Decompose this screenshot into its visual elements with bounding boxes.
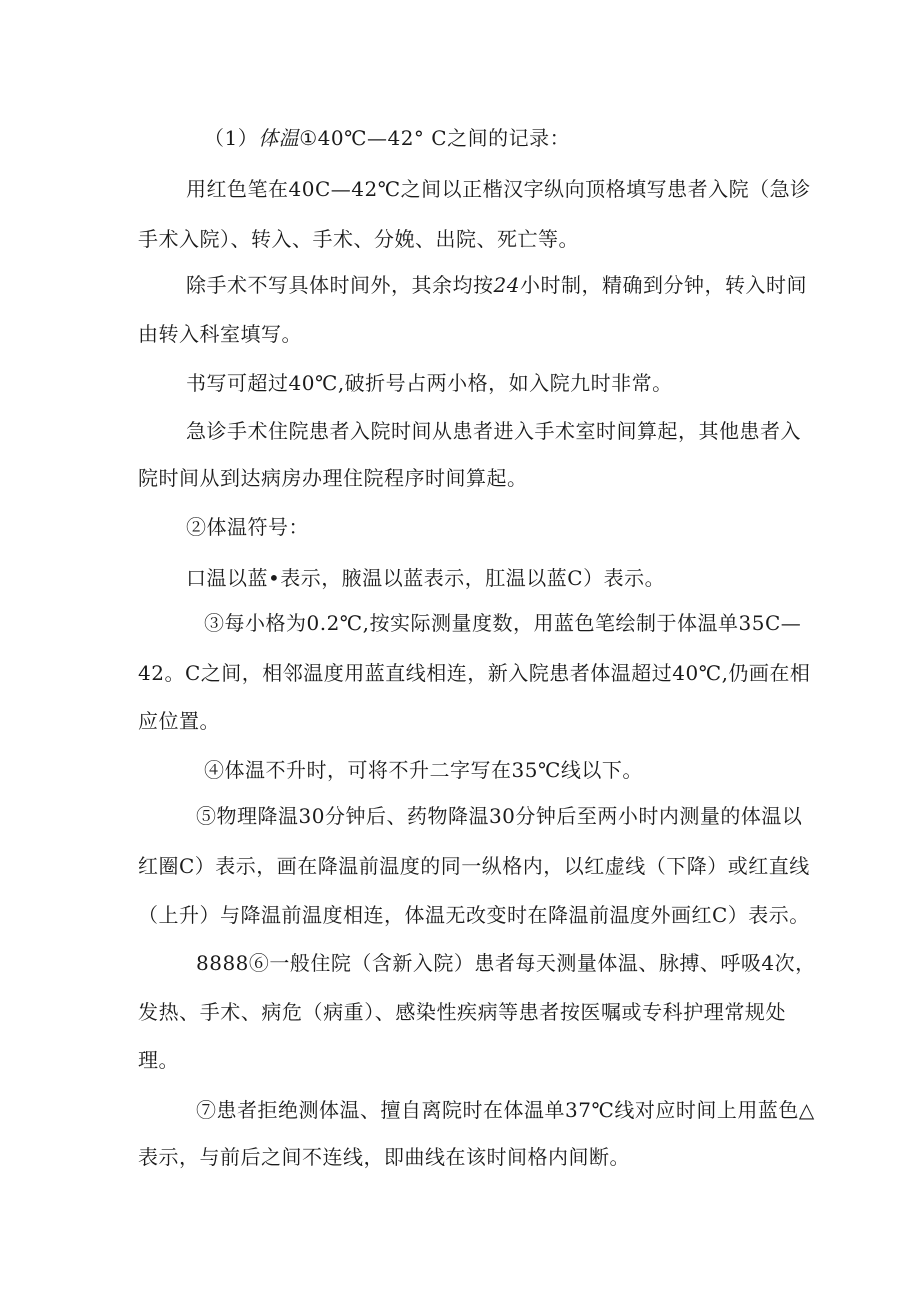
- paragraph-line: [204, 610, 802, 636]
- paragraph-line: [138, 902, 810, 928]
- line-italic-number: 24: [493, 273, 520, 297]
- line-text: 手术入院）、转入、手术、分娩、出院、死亡等。: [138, 227, 579, 251]
- paragraph-line: [138, 1047, 788, 1073]
- paragraph-line: [186, 565, 836, 591]
- paragraph-line: [196, 950, 816, 976]
- paragraph-line: [138, 1144, 788, 1170]
- line-text: 42。C之间，相邻温度用蓝直线相连，新入院患者体温超过40℃,仍画在相: [138, 661, 811, 685]
- heading-line: [204, 125, 764, 151]
- paragraph-line: [138, 465, 788, 491]
- paragraph-line: [186, 370, 836, 396]
- paragraph-line: [186, 176, 811, 202]
- line-text: 除手术不写具体时间外，其余均按: [186, 273, 494, 297]
- paragraph-line: [204, 757, 854, 783]
- line-text: 应位置。: [138, 709, 220, 733]
- line-text: 理。: [138, 1048, 179, 1072]
- line-text: ②体温符号：: [186, 515, 309, 539]
- paragraph-line: [186, 272, 807, 298]
- paragraph-line: [196, 803, 803, 829]
- heading-text: ①40℃—42° C之间的记录：: [299, 126, 571, 150]
- paragraph-line: [138, 999, 786, 1025]
- paragraph-line: [186, 418, 801, 444]
- paragraph-line: [196, 1097, 815, 1123]
- line-text: 用红色笔在40C—42℃之间以正楷汉字纵向顶格填写患者入院（急诊: [186, 177, 811, 201]
- paragraph-line: [138, 708, 788, 734]
- line-text: 小时制，精确到分钟，转入时间: [519, 273, 807, 297]
- line-text: 8888⑥一般住院（含新入院）患者每天测量体温、脉搏、呼吸4次，: [196, 951, 816, 975]
- line-text: 院时间从到达病房办理住院程序时间算起。: [138, 466, 528, 490]
- line-text: 发热、手术、病危（病重）、感染性疾病等患者按医嘱或专科护理常规处: [138, 1000, 786, 1024]
- line-text: 红圈C）表示，画在降温前温度的同一纵格内，以红虚线（下降）或红直线: [138, 854, 810, 878]
- line-text: 口温以蓝•表示，腋温以蓝表示，肛温以蓝C）表示。: [186, 566, 666, 590]
- line-text: ④体温不升时，可将不升二字写在35℃线以下。: [204, 758, 643, 782]
- line-text: 书写可超过40℃,破折号占两小格，如入院九时非常。: [186, 371, 673, 395]
- paragraph-line: [138, 226, 788, 252]
- line-text: 急诊手术住院患者入院时间从患者进入手术室时间算起，其他患者入: [186, 419, 801, 443]
- line-text: ⑤物理降温30分钟后、药物降温30分钟后至两小时内测量的体温以: [196, 804, 803, 828]
- line-text: ⑦患者拒绝测体温、擅自离院时在体温单37℃线对应时间上用蓝色△: [196, 1098, 815, 1122]
- line-text: 由转入科室填写。: [138, 322, 302, 346]
- line-text: （上升）与降温前温度相连，体温无改变时在降温前温度外画红C）表示。: [138, 903, 810, 927]
- line-text: 表示，与前后之间不连线，即曲线在该时间格内间断。: [138, 1145, 630, 1169]
- paragraph-line: [138, 853, 810, 879]
- paragraph-line: [138, 660, 811, 686]
- paragraph-line: [138, 321, 788, 347]
- line-text: ③每小格为0.2℃,按实际测量度数，用蓝色笔绘制于体温单35C—: [204, 611, 802, 635]
- heading-number: （1）: [204, 126, 259, 150]
- paragraph-line: [186, 514, 836, 540]
- heading-italic-term: 体温: [258, 126, 300, 150]
